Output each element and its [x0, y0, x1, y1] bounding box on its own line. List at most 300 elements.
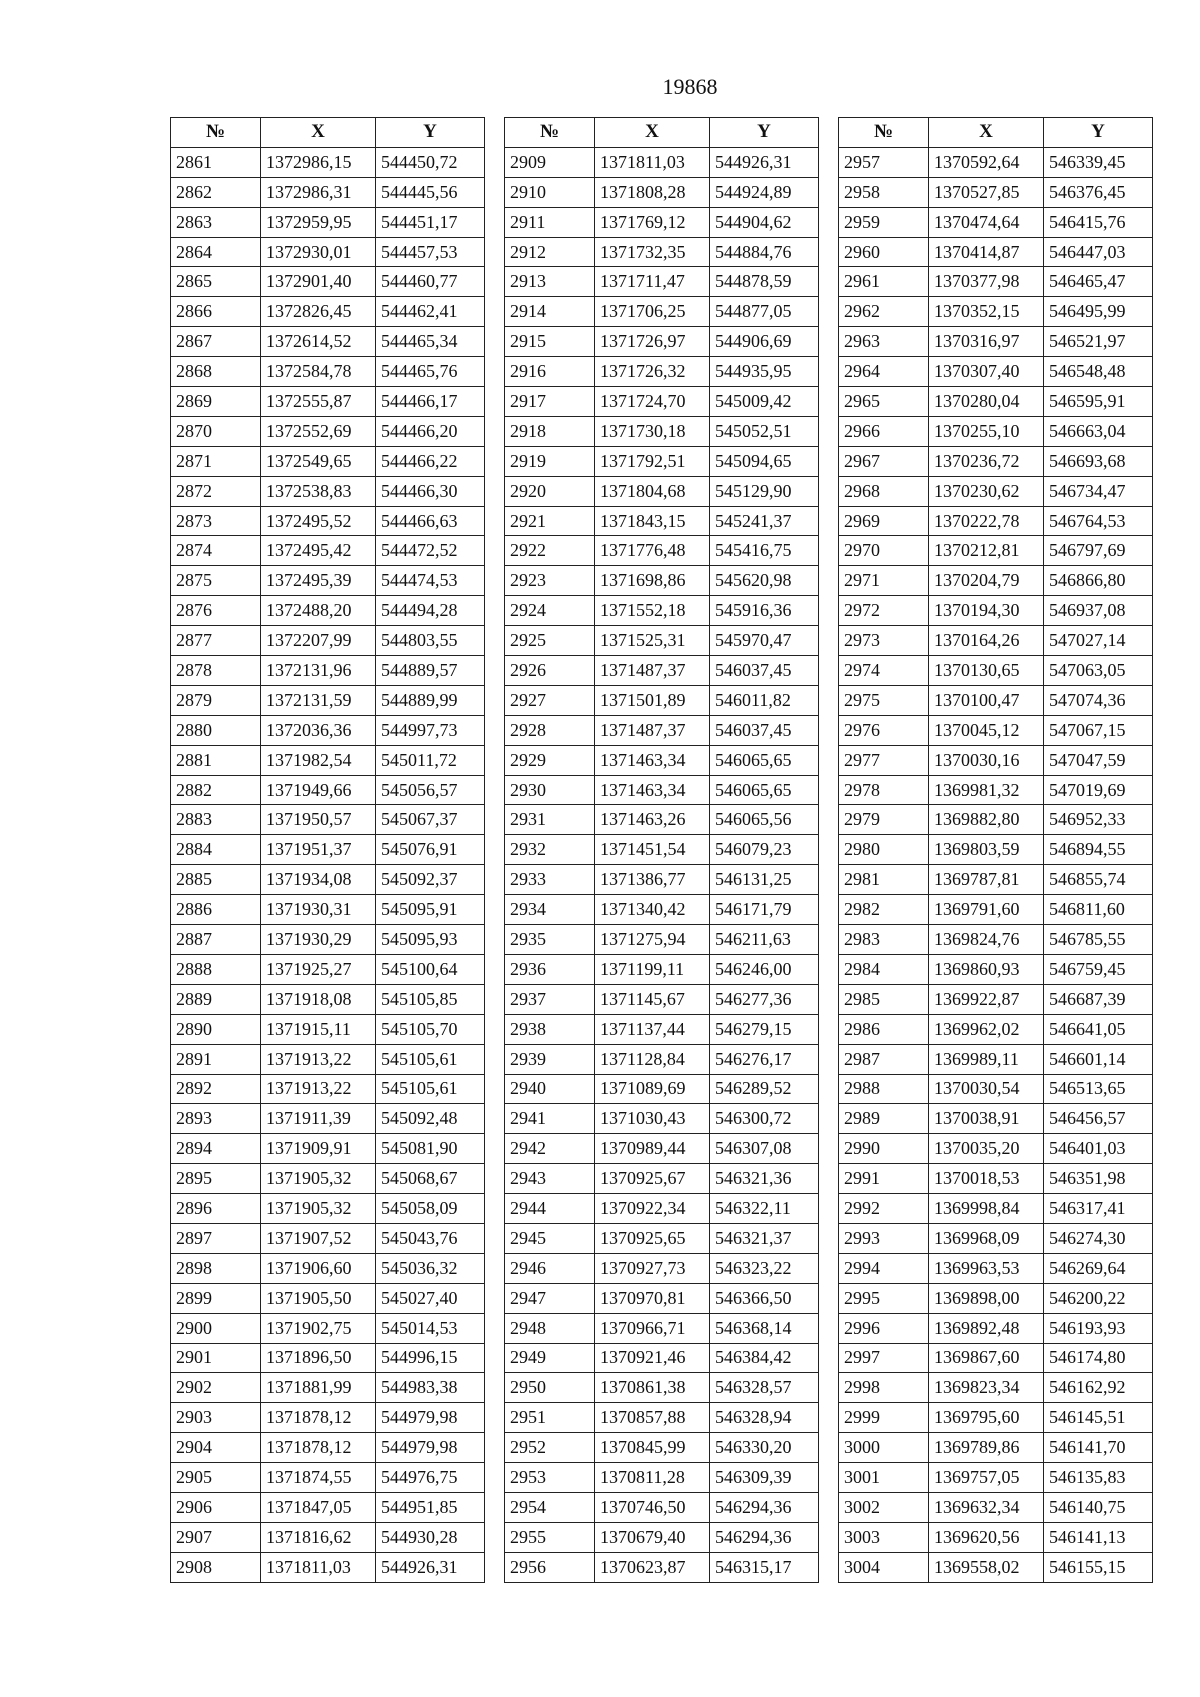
cell-y: 546174,80: [1044, 1343, 1153, 1373]
cell-x: 1370030,54: [929, 1074, 1044, 1104]
cell-number: 2937: [505, 984, 595, 1014]
table-row: [171, 1522, 485, 1552]
cell-number: 2970: [839, 536, 929, 566]
cell-number: 2939: [505, 1044, 595, 1074]
cell-number: 2871: [171, 446, 261, 476]
table-row: [171, 207, 485, 237]
cell-number: 2863: [171, 207, 261, 237]
cell-x: 1369860,93: [929, 954, 1044, 984]
cell-x: 1371792,51: [595, 446, 710, 476]
cell-y: 544906,69: [710, 327, 819, 357]
cell-x: 1370030,16: [929, 745, 1044, 775]
cell-x: 1370679,40: [595, 1522, 710, 1552]
table-row: [839, 835, 1153, 865]
table-row: [839, 357, 1153, 387]
cell-y: 546548,48: [1044, 357, 1153, 387]
table-row: [505, 147, 819, 177]
table-row: [505, 1223, 819, 1253]
cell-x: 1371905,32: [261, 1194, 376, 1224]
cell-y: 545241,37: [710, 506, 819, 536]
cell-y: 546141,70: [1044, 1433, 1153, 1463]
cell-x: 1371811,03: [261, 1552, 376, 1582]
cell-number: 2984: [839, 954, 929, 984]
table-row: [839, 1194, 1153, 1224]
cell-y: 544996,15: [376, 1343, 485, 1373]
cell-number: 2923: [505, 566, 595, 596]
cell-x: 1371896,50: [261, 1343, 376, 1373]
table-row: [505, 1014, 819, 1044]
cell-number: 2906: [171, 1492, 261, 1522]
cell-number: 2954: [505, 1492, 595, 1522]
cell-x: 1369757,05: [929, 1463, 1044, 1493]
header-number: №: [171, 118, 261, 148]
cell-number: 2881: [171, 745, 261, 775]
cell-x: 1370527,85: [929, 177, 1044, 207]
cell-number: 2978: [839, 775, 929, 805]
cell-y: 546937,08: [1044, 596, 1153, 626]
cell-number: 2876: [171, 596, 261, 626]
table-row: [505, 1283, 819, 1313]
header-x: X: [261, 118, 376, 148]
cell-y: 544466,63: [376, 506, 485, 536]
cell-number: 2861: [171, 147, 261, 177]
table-row: [505, 925, 819, 955]
cell-number: 2931: [505, 805, 595, 835]
table-row: [505, 954, 819, 984]
cell-y: 545094,65: [710, 446, 819, 476]
table-row: [839, 1223, 1153, 1253]
cell-x: 1370922,34: [595, 1194, 710, 1224]
cell-number: 3000: [839, 1433, 929, 1463]
cell-y: 545052,51: [710, 416, 819, 446]
cell-y: 545081,90: [376, 1134, 485, 1164]
cell-number: 2929: [505, 745, 595, 775]
table-row: [505, 865, 819, 895]
cell-y: 545129,90: [710, 476, 819, 506]
cell-x: 1371905,50: [261, 1283, 376, 1313]
cell-x: 1371340,42: [595, 895, 710, 925]
cell-number: 2967: [839, 446, 929, 476]
cell-x: 1371769,12: [595, 207, 710, 237]
cell-x: 1370100,47: [929, 685, 1044, 715]
table-row: [505, 267, 819, 297]
cell-x: 1370045,12: [929, 715, 1044, 745]
cell-x: 1369823,34: [929, 1373, 1044, 1403]
cell-y: 546401,03: [1044, 1134, 1153, 1164]
cell-number: 2917: [505, 387, 595, 417]
cell-x: 1369824,76: [929, 925, 1044, 955]
table-header-row: [839, 118, 1153, 148]
cell-x: 1371902,75: [261, 1313, 376, 1343]
cell-y: 545009,42: [710, 387, 819, 417]
cell-y: 545095,93: [376, 925, 485, 955]
cell-y: 546279,15: [710, 1014, 819, 1044]
cell-number: 2999: [839, 1403, 929, 1433]
cell-number: 2945: [505, 1223, 595, 1253]
table-row: [171, 1343, 485, 1373]
cell-number: 2959: [839, 207, 929, 237]
table-row: [171, 506, 485, 536]
cell-x: 1370414,87: [929, 237, 1044, 267]
cell-number: 2880: [171, 715, 261, 745]
cell-x: 1371463,26: [595, 805, 710, 835]
cell-x: 1371930,31: [261, 895, 376, 925]
table-row: [171, 656, 485, 686]
cell-x: 1371951,37: [261, 835, 376, 865]
cell-x: 1370280,04: [929, 387, 1044, 417]
cell-number: 2868: [171, 357, 261, 387]
table-row: [505, 327, 819, 357]
cell-number: 2982: [839, 895, 929, 925]
table-row: [171, 416, 485, 446]
table-row: [505, 387, 819, 417]
table-row: [839, 297, 1153, 327]
cell-y: 546601,14: [1044, 1044, 1153, 1074]
cell-x: 1370377,98: [929, 267, 1044, 297]
cell-y: 546315,17: [710, 1552, 819, 1582]
cell-y: 546211,63: [710, 925, 819, 955]
table-row: [505, 1433, 819, 1463]
table-row: [171, 685, 485, 715]
cell-x: 1369795,60: [929, 1403, 1044, 1433]
cell-x: 1370307,40: [929, 357, 1044, 387]
table-row: [839, 954, 1153, 984]
cell-number: 2960: [839, 237, 929, 267]
cell-number: 2910: [505, 177, 595, 207]
table-row: [171, 536, 485, 566]
cell-number: 2866: [171, 297, 261, 327]
cell-x: 1372986,31: [261, 177, 376, 207]
cell-number: 2935: [505, 925, 595, 955]
table-row: [839, 1552, 1153, 1582]
cell-x: 1371949,66: [261, 775, 376, 805]
cell-y: 546246,00: [710, 954, 819, 984]
cell-x: 1369998,84: [929, 1194, 1044, 1224]
cell-x: 1371982,54: [261, 745, 376, 775]
cell-number: 2966: [839, 416, 929, 446]
cell-number: 2867: [171, 327, 261, 357]
cell-number: 2971: [839, 566, 929, 596]
cell-x: 1370204,79: [929, 566, 1044, 596]
cell-number: 2884: [171, 835, 261, 865]
cell-number: 2865: [171, 267, 261, 297]
cell-number: 2975: [839, 685, 929, 715]
cell-x: 1369922,87: [929, 984, 1044, 1014]
table-row: [839, 1403, 1153, 1433]
cell-number: 2972: [839, 596, 929, 626]
cell-number: 2933: [505, 865, 595, 895]
cell-x: 1371128,84: [595, 1044, 710, 1074]
table-row: [505, 566, 819, 596]
cell-y: 544904,62: [710, 207, 819, 237]
cell-x: 1371711,47: [595, 267, 710, 297]
table-row: [171, 387, 485, 417]
cell-x: 1369968,09: [929, 1223, 1044, 1253]
cell-number: 2951: [505, 1403, 595, 1433]
cell-number: 2864: [171, 237, 261, 267]
cell-y: 546693,68: [1044, 446, 1153, 476]
table-row: [171, 895, 485, 925]
table-row: [505, 1044, 819, 1074]
cell-y: 544460,77: [376, 267, 485, 297]
cell-x: 1371907,52: [261, 1223, 376, 1253]
cell-y: 546734,47: [1044, 476, 1153, 506]
cell-y: 545058,09: [376, 1194, 485, 1224]
cell-x: 1371145,67: [595, 984, 710, 1014]
cell-number: 2979: [839, 805, 929, 835]
cell-y: 544889,99: [376, 685, 485, 715]
cell-y: 544466,17: [376, 387, 485, 417]
cell-number: 2886: [171, 895, 261, 925]
coordinates-table-2: [504, 117, 819, 1583]
cell-number: 2888: [171, 954, 261, 984]
table-row: [839, 775, 1153, 805]
cell-y: 546447,03: [1044, 237, 1153, 267]
table-row: [505, 1074, 819, 1104]
cell-y: 546323,22: [710, 1253, 819, 1283]
cell-x: 1371386,77: [595, 865, 710, 895]
cell-y: 546894,55: [1044, 835, 1153, 865]
cell-number: 3002: [839, 1492, 929, 1522]
cell-y: 546384,42: [710, 1343, 819, 1373]
cell-x: 1370255,10: [929, 416, 1044, 446]
cell-number: 2894: [171, 1134, 261, 1164]
table-row: [171, 147, 485, 177]
cell-y: 546294,36: [710, 1492, 819, 1522]
cell-number: 2896: [171, 1194, 261, 1224]
cell-x: 1370989,44: [595, 1134, 710, 1164]
cell-number: 2988: [839, 1074, 929, 1104]
table-row: [839, 446, 1153, 476]
cell-x: 1369989,11: [929, 1044, 1044, 1074]
coordinates-table-3: [838, 117, 1153, 1583]
cell-number: 2992: [839, 1194, 929, 1224]
cell-y: 545105,85: [376, 984, 485, 1014]
cell-number: 2893: [171, 1104, 261, 1134]
header-number: №: [839, 118, 929, 148]
table-row: [839, 1044, 1153, 1074]
cell-x: 1370222,78: [929, 506, 1044, 536]
cell-x: 1372131,96: [261, 656, 376, 686]
table-row: [171, 835, 485, 865]
cell-number: 2994: [839, 1253, 929, 1283]
table-row: [171, 1283, 485, 1313]
cell-x: 1371463,34: [595, 745, 710, 775]
cell-y: 546162,92: [1044, 1373, 1153, 1403]
table-row: [171, 1373, 485, 1403]
cell-y: 546140,75: [1044, 1492, 1153, 1522]
table-row: [839, 1014, 1153, 1044]
cell-number: 2872: [171, 476, 261, 506]
cell-y: 546065,65: [710, 745, 819, 775]
table-header-row: [505, 118, 819, 148]
cell-x: 1372036,36: [261, 715, 376, 745]
cell-x: 1369632,34: [929, 1492, 1044, 1522]
cell-x: 1371950,57: [261, 805, 376, 835]
cell-x: 1372555,87: [261, 387, 376, 417]
table-row: [171, 745, 485, 775]
cell-y: 546269,64: [1044, 1253, 1153, 1283]
cell-x: 1371911,39: [261, 1104, 376, 1134]
cell-x: 1372488,20: [261, 596, 376, 626]
cell-x: 1371918,08: [261, 984, 376, 1014]
table-row: [505, 626, 819, 656]
cell-y: 546663,04: [1044, 416, 1153, 446]
cell-number: 2956: [505, 1552, 595, 1582]
cell-y: 546595,91: [1044, 387, 1153, 417]
table-row: [505, 1463, 819, 1493]
cell-number: 2977: [839, 745, 929, 775]
cell-number: 2974: [839, 656, 929, 686]
table-row: [171, 1223, 485, 1253]
table-row: [839, 1283, 1153, 1313]
table-row: [839, 865, 1153, 895]
cell-number: 2996: [839, 1313, 929, 1343]
cell-y: 545011,72: [376, 745, 485, 775]
table-row: [505, 357, 819, 387]
cell-x: 1371275,94: [595, 925, 710, 955]
cell-x: 1370925,67: [595, 1164, 710, 1194]
cell-number: 2918: [505, 416, 595, 446]
cell-number: 2909: [505, 147, 595, 177]
cell-number: 2969: [839, 506, 929, 536]
table-row: [839, 1463, 1153, 1493]
cell-number: 2877: [171, 626, 261, 656]
header-y: Y: [1044, 118, 1153, 148]
cell-number: 2958: [839, 177, 929, 207]
cell-number: 2993: [839, 1223, 929, 1253]
cell-y: 546513,65: [1044, 1074, 1153, 1104]
table-row: [171, 626, 485, 656]
cell-y: 544924,89: [710, 177, 819, 207]
cell-y: 547067,15: [1044, 715, 1153, 745]
table-row: [505, 1253, 819, 1283]
cell-y: 544803,55: [376, 626, 485, 656]
table-row: [171, 1433, 485, 1463]
cell-x: 1372495,39: [261, 566, 376, 596]
cell-x: 1372552,69: [261, 416, 376, 446]
cell-y: 546277,36: [710, 984, 819, 1014]
table-row: [171, 177, 485, 207]
cell-number: 2901: [171, 1343, 261, 1373]
cell-y: 544450,72: [376, 147, 485, 177]
cell-number: 3003: [839, 1522, 929, 1552]
cell-x: 1370845,99: [595, 1433, 710, 1463]
table-row: [839, 1433, 1153, 1463]
table-row: [839, 626, 1153, 656]
cell-x: 1371816,62: [261, 1522, 376, 1552]
cell-x: 1371915,11: [261, 1014, 376, 1044]
cell-number: 2862: [171, 177, 261, 207]
cell-number: 2915: [505, 327, 595, 357]
cell-number: 2998: [839, 1373, 929, 1403]
table-row: [839, 1313, 1153, 1343]
cell-x: 1371732,35: [595, 237, 710, 267]
cell-number: 2875: [171, 566, 261, 596]
cell-y: 544465,76: [376, 357, 485, 387]
cell-number: 2885: [171, 865, 261, 895]
cell-number: 2916: [505, 357, 595, 387]
cell-x: 1370925,65: [595, 1223, 710, 1253]
cell-y: 546368,14: [710, 1313, 819, 1343]
table-row: [839, 566, 1153, 596]
table-row: [839, 984, 1153, 1014]
cell-number: 2905: [171, 1463, 261, 1493]
table-row: [839, 147, 1153, 177]
cell-number: 2932: [505, 835, 595, 865]
cell-y: 544878,59: [710, 267, 819, 297]
cell-y: 544466,20: [376, 416, 485, 446]
cell-number: 2908: [171, 1552, 261, 1582]
cell-number: 2964: [839, 357, 929, 387]
cell-number: 2919: [505, 446, 595, 476]
cell-number: 2995: [839, 1283, 929, 1313]
cell-y: 546785,55: [1044, 925, 1153, 955]
table-row: [505, 835, 819, 865]
cell-x: 1371706,25: [595, 297, 710, 327]
cell-number: 2883: [171, 805, 261, 835]
table-row: [839, 506, 1153, 536]
cell-x: 1371808,28: [595, 177, 710, 207]
page-number: 19868: [662, 74, 718, 99]
table-row: [171, 1403, 485, 1433]
table-row: [839, 1253, 1153, 1283]
table-row: [505, 984, 819, 1014]
cell-number: 2942: [505, 1134, 595, 1164]
cell-y: 545095,91: [376, 895, 485, 925]
table-row: [171, 1104, 485, 1134]
cell-y: 546294,36: [710, 1522, 819, 1552]
cell-number: 2991: [839, 1164, 929, 1194]
cell-number: 2981: [839, 865, 929, 895]
cell-number: 2985: [839, 984, 929, 1014]
cell-number: 2911: [505, 207, 595, 237]
cell-y: 546866,80: [1044, 566, 1153, 596]
table-row: [505, 1164, 819, 1194]
table-row: [505, 1343, 819, 1373]
table-row: [839, 476, 1153, 506]
cell-x: 1371525,31: [595, 626, 710, 656]
table-row: [505, 1194, 819, 1224]
cell-number: 3001: [839, 1463, 929, 1493]
cell-y: 545100,64: [376, 954, 485, 984]
table-row: [839, 1164, 1153, 1194]
table-row: [171, 1313, 485, 1343]
cell-y: 546687,39: [1044, 984, 1153, 1014]
cell-x: 1372930,01: [261, 237, 376, 267]
cell-y: 545970,47: [710, 626, 819, 656]
cell-number: 2921: [505, 506, 595, 536]
cell-number: 3004: [839, 1552, 929, 1582]
cell-y: 546330,20: [710, 1433, 819, 1463]
cell-y: 545076,91: [376, 835, 485, 865]
cell-x: 1370035,20: [929, 1134, 1044, 1164]
cell-x: 1371724,70: [595, 387, 710, 417]
cell-y: 544494,28: [376, 596, 485, 626]
cell-y: 546065,56: [710, 805, 819, 835]
cell-y: 546764,53: [1044, 506, 1153, 536]
table-row: [839, 1343, 1153, 1373]
cell-number: 2936: [505, 954, 595, 984]
cell-x: 1371501,89: [595, 685, 710, 715]
cell-y: 545067,37: [376, 805, 485, 835]
cell-y: 546415,76: [1044, 207, 1153, 237]
cell-y: 544926,31: [376, 1552, 485, 1582]
cell-number: 2968: [839, 476, 929, 506]
cell-number: 2903: [171, 1403, 261, 1433]
table-row: [505, 476, 819, 506]
cell-x: 1369620,56: [929, 1522, 1044, 1552]
